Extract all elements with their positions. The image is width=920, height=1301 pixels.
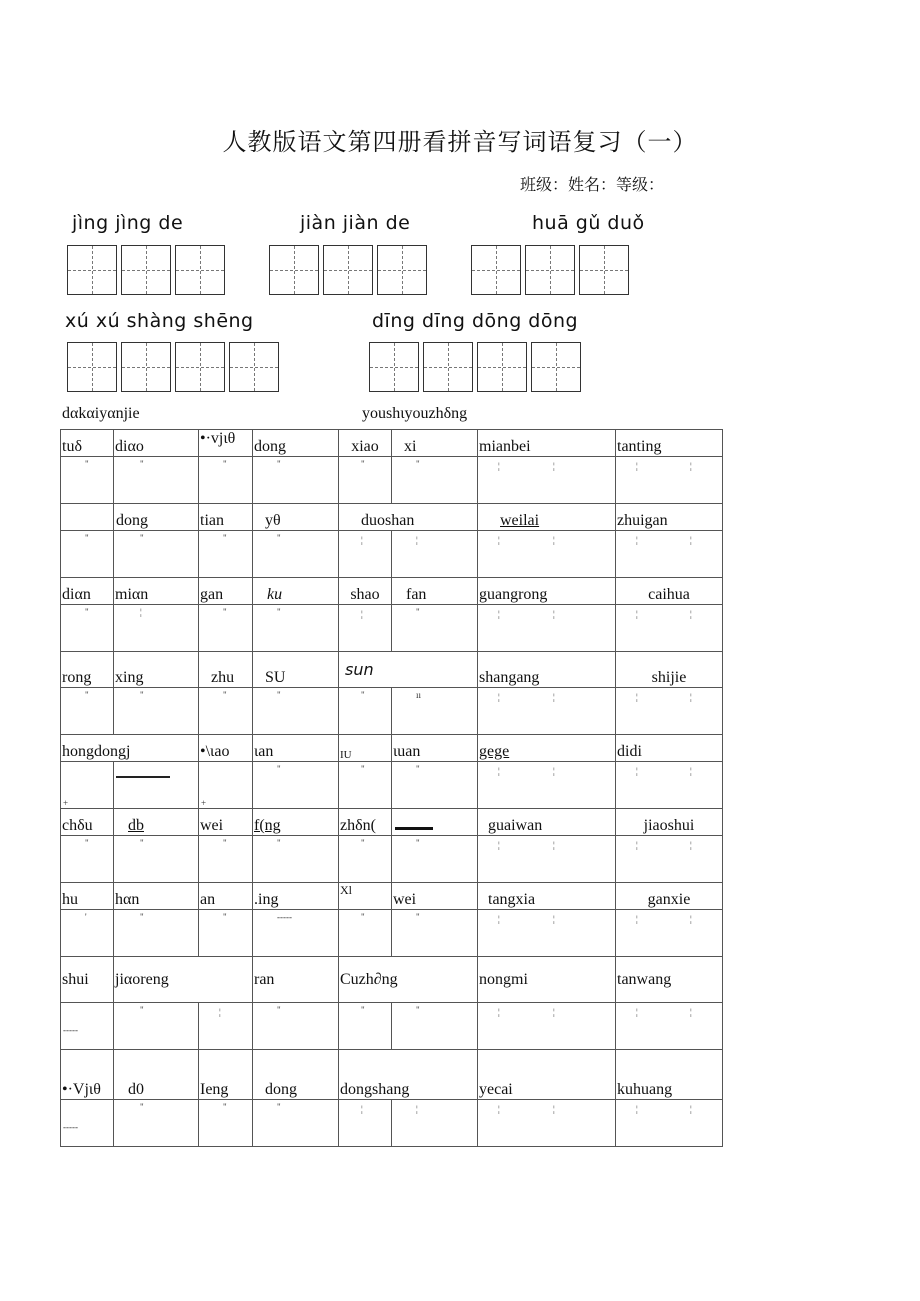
writing-cell[interactable] xyxy=(175,342,225,392)
answer-cell[interactable] xyxy=(478,1100,616,1147)
answer-mark: ¦ xyxy=(361,535,363,545)
answer-mark: " xyxy=(277,764,281,774)
writing-cell[interactable] xyxy=(579,245,629,295)
answer-cell[interactable] xyxy=(253,688,339,735)
answer-cell[interactable] xyxy=(253,910,339,957)
answer-mark: ¦ xyxy=(636,535,638,545)
writing-cell[interactable] xyxy=(423,342,473,392)
answer-cell[interactable] xyxy=(392,1003,478,1050)
writing-cell[interactable] xyxy=(369,342,419,392)
pinyin-label-5: dīng dīng dōng dōng xyxy=(372,310,579,332)
answer-mark: " xyxy=(223,1102,227,1112)
pinyin-cell: tian xyxy=(199,504,253,531)
pinyin-cell: gege xyxy=(478,735,616,762)
answer-cell[interactable] xyxy=(478,688,616,735)
pinyin-label-2: jiàn jiàn de xyxy=(300,212,411,234)
answer-mark: ¦ xyxy=(553,840,555,850)
table-row xyxy=(61,578,723,605)
writing-cell[interactable] xyxy=(121,342,171,392)
pinyin-cell: dong xyxy=(253,430,339,457)
pinyin-cell: caihua xyxy=(616,578,723,605)
answer-cell[interactable] xyxy=(478,910,616,957)
answer-cell[interactable] xyxy=(339,605,392,652)
answer-mark: ¦ xyxy=(636,766,638,776)
answer-cell[interactable] xyxy=(339,910,392,957)
answer-mark: ¦ xyxy=(636,914,638,924)
answer-cell[interactable] xyxy=(616,1100,723,1147)
answer-cell[interactable] xyxy=(616,836,723,883)
answer-mark: " xyxy=(140,1102,144,1112)
pinyin-cell: hongdongj xyxy=(61,735,199,762)
answer-mark: ¦ xyxy=(636,609,638,619)
answer-mark: ¦ xyxy=(498,692,500,702)
answer-mark: " xyxy=(140,912,144,922)
writing-cell[interactable] xyxy=(531,342,581,392)
pinyin-cell: shangang xyxy=(478,652,616,688)
pinyin-cell: mianbei xyxy=(478,430,616,457)
answer-mark: ----- xyxy=(63,1122,78,1132)
pinyin-cell: dong xyxy=(253,1050,339,1100)
answer-mark: ¦ xyxy=(553,1104,555,1114)
answer-cell[interactable] xyxy=(199,1003,253,1050)
answer-mark: ¦ xyxy=(690,461,692,471)
answer-row xyxy=(61,836,723,883)
writing-cell[interactable] xyxy=(377,245,427,295)
answer-row xyxy=(61,1100,723,1147)
pinyin-cell: zhδn( xyxy=(339,809,392,836)
pinyin-cell: xiao xyxy=(339,430,392,457)
answer-mark: " xyxy=(277,690,281,700)
answer-mark: ¦ xyxy=(636,692,638,702)
answer-cell[interactable] xyxy=(61,1003,114,1050)
answer-mark: " xyxy=(361,459,365,469)
answer-mark: ¦ xyxy=(498,1007,500,1017)
pinyin-cell: shijie xyxy=(616,652,723,688)
pinyin-cell: sun xyxy=(339,652,478,688)
writing-cell[interactable] xyxy=(229,342,279,392)
answer-cell[interactable] xyxy=(114,910,199,957)
pinyin-cell: d0 xyxy=(114,1050,199,1100)
table-row xyxy=(61,735,723,762)
answer-cell[interactable] xyxy=(253,1003,339,1050)
answer-mark: ' xyxy=(85,912,87,922)
writing-cell[interactable] xyxy=(67,245,117,295)
answer-mark: " xyxy=(140,838,144,848)
answer-mark: + xyxy=(63,798,69,808)
answer-mark: ¦ xyxy=(553,914,555,924)
pinyin-cell: rong xyxy=(61,652,114,688)
answer-mark: " xyxy=(277,533,281,543)
table-row xyxy=(61,652,723,688)
answer-cell[interactable] xyxy=(339,1100,392,1147)
answer-mark: ¦ xyxy=(690,535,692,545)
answer-mark: ¦ xyxy=(498,609,500,619)
pinyin-cell: jiαoreng xyxy=(114,957,253,1003)
pinyin-cell: an xyxy=(199,883,253,910)
answer-cell[interactable] xyxy=(478,605,616,652)
answer-cell[interactable] xyxy=(478,457,616,504)
pinyin-cell xyxy=(61,504,114,531)
answer-cell[interactable] xyxy=(199,1100,253,1147)
answer-mark: " xyxy=(361,912,365,922)
pinyin-cell: guangrong xyxy=(478,578,616,605)
answer-cell[interactable] xyxy=(478,1003,616,1050)
pinyin-cell: dongshang xyxy=(339,1050,478,1100)
answer-cell[interactable] xyxy=(478,531,616,578)
answer-cell[interactable] xyxy=(616,457,723,504)
pinyin-cell: tanwang xyxy=(616,957,723,1003)
answer-cell[interactable] xyxy=(339,1003,392,1050)
answer-cell[interactable] xyxy=(61,762,114,809)
writing-grid-row-2 xyxy=(67,342,581,392)
pinyin-cell: ku xyxy=(253,578,339,605)
answer-mark: " xyxy=(140,459,144,469)
answer-mark: ¦ xyxy=(416,1104,418,1114)
answer-mark: ¦ xyxy=(498,535,500,545)
table-row xyxy=(61,430,723,457)
answer-cell[interactable] xyxy=(253,1100,339,1147)
answer-cell[interactable] xyxy=(392,762,478,809)
answer-mark: ¦ xyxy=(553,766,555,776)
answer-cell[interactable] xyxy=(114,1100,199,1147)
writing-cell[interactable] xyxy=(525,245,575,295)
answer-mark: " xyxy=(416,607,420,617)
answer-cell[interactable] xyxy=(199,605,253,652)
pinyin-cell: fan xyxy=(392,578,478,605)
answer-cell[interactable] xyxy=(392,688,478,735)
answer-mark: " xyxy=(416,459,420,469)
answer-mark: ----- xyxy=(277,912,292,922)
answer-mark: + xyxy=(201,798,207,808)
answer-mark-line xyxy=(116,776,170,778)
answer-mark: " xyxy=(416,1005,420,1015)
answer-row xyxy=(61,531,723,578)
answer-row xyxy=(61,910,723,957)
answer-cell[interactable] xyxy=(114,531,199,578)
pinyin-cell: ganxie xyxy=(616,883,723,910)
answer-mark: " xyxy=(85,690,89,700)
pinyin-cell: f(ng xyxy=(253,809,339,836)
answer-cell[interactable] xyxy=(61,688,114,735)
answer-mark: " xyxy=(277,838,281,848)
answer-cell[interactable] xyxy=(61,836,114,883)
pinyin-label-3: huā gǔ duǒ xyxy=(532,212,645,234)
answer-mark: " xyxy=(223,838,227,848)
answer-mark: ¦ xyxy=(416,535,418,545)
answer-mark: ¦ xyxy=(690,914,692,924)
pinyin-cell: nongmi xyxy=(478,957,616,1003)
pinyin-cell: tangxia xyxy=(478,883,616,910)
answer-cell[interactable] xyxy=(616,762,723,809)
answer-cell[interactable] xyxy=(61,910,114,957)
answer-mark: ¦ xyxy=(636,1007,638,1017)
answer-cell[interactable] xyxy=(253,836,339,883)
answer-mark: " xyxy=(223,459,227,469)
answer-cell[interactable] xyxy=(478,836,616,883)
answer-mark: ¦ xyxy=(361,609,363,619)
pinyin-label-1: jìng jìng de xyxy=(72,212,184,234)
sub-label-left: dαkαiyαnjie xyxy=(62,405,140,422)
sub-label-right: youshιyouzhδng xyxy=(362,405,468,422)
answer-cell[interactable] xyxy=(199,762,253,809)
answer-cell[interactable] xyxy=(339,762,392,809)
table-row xyxy=(61,1050,723,1100)
pinyin-cell: IU xyxy=(339,735,392,762)
answer-mark: ¦ xyxy=(219,1007,221,1017)
answer-cell[interactable] xyxy=(616,910,723,957)
pinyin-cell: yθ xyxy=(253,504,339,531)
answer-mark: " xyxy=(223,912,227,922)
answer-cell[interactable] xyxy=(616,531,723,578)
answer-mark: ¦ xyxy=(553,692,555,702)
answer-mark: " xyxy=(85,607,89,617)
writing-cell[interactable] xyxy=(477,342,527,392)
answer-row xyxy=(61,457,723,504)
answer-mark: ¦ xyxy=(553,1007,555,1017)
answer-cell[interactable] xyxy=(392,457,478,504)
answer-cell[interactable] xyxy=(478,762,616,809)
answer-mark: " xyxy=(85,838,89,848)
pinyin-cell: didi xyxy=(616,735,723,762)
answer-mark: " xyxy=(223,690,227,700)
answer-cell[interactable] xyxy=(616,1003,723,1050)
pinyin-cell: Ieng xyxy=(199,1050,253,1100)
answer-mark: ¦ xyxy=(636,1104,638,1114)
answer-mark: " xyxy=(85,533,89,543)
pinyin-cell: •·Vjιθ xyxy=(61,1050,114,1100)
pinyin-cell: shui xyxy=(61,957,114,1003)
answer-cell[interactable] xyxy=(339,531,392,578)
answer-mark: " xyxy=(416,912,420,922)
answer-mark: " xyxy=(361,764,365,774)
writing-cell[interactable] xyxy=(67,342,117,392)
answer-cell[interactable] xyxy=(114,688,199,735)
answer-row xyxy=(61,688,723,735)
answer-mark: " xyxy=(85,459,89,469)
answer-cell[interactable] xyxy=(392,531,478,578)
answer-mark: ----- xyxy=(63,1025,78,1035)
pinyin-cell: yecai xyxy=(478,1050,616,1100)
answer-mark: " xyxy=(361,838,365,848)
answer-cell[interactable] xyxy=(114,836,199,883)
answer-cell[interactable] xyxy=(339,688,392,735)
pinyin-cell: SU xyxy=(253,652,339,688)
table-row xyxy=(61,957,723,1003)
answer-cell[interactable] xyxy=(199,457,253,504)
answer-cell[interactable] xyxy=(199,910,253,957)
pinyin-cell: kuhuang xyxy=(616,1050,723,1100)
answer-mark: " xyxy=(416,764,420,774)
answer-cell[interactable] xyxy=(253,762,339,809)
writing-cell[interactable] xyxy=(269,245,319,295)
pinyin-cell: •\ιao xyxy=(199,735,253,762)
answer-mark: ¦ xyxy=(498,461,500,471)
answer-cell[interactable] xyxy=(339,457,392,504)
answer-mark: " xyxy=(223,533,227,543)
answer-cell[interactable] xyxy=(616,688,723,735)
answer-mark: ¦ xyxy=(690,609,692,619)
writing-cell[interactable] xyxy=(121,245,171,295)
answer-mark: " xyxy=(277,1102,281,1112)
answer-mark: " xyxy=(361,1005,365,1015)
answer-cell[interactable] xyxy=(114,457,199,504)
pinyin-cell: tanting xyxy=(616,430,723,457)
table-row xyxy=(61,883,723,910)
pinyin-label-4: xú xú shàng shēng xyxy=(65,310,254,332)
pinyin-cell: duoshan xyxy=(339,504,478,531)
answer-mark: ¦ xyxy=(690,692,692,702)
pinyin-cell: gan xyxy=(199,578,253,605)
answer-cell[interactable] xyxy=(392,605,478,652)
table-row xyxy=(61,809,723,836)
pinyin-cell: ιan xyxy=(253,735,339,762)
pinyin-cell: ιuan xyxy=(392,735,478,762)
answer-cell[interactable] xyxy=(253,531,339,578)
answer-mark: " xyxy=(416,838,420,848)
pinyin-cell: miαn xyxy=(114,578,199,605)
pinyin-cell: zhu xyxy=(199,652,253,688)
answer-cell[interactable] xyxy=(199,531,253,578)
pinyin-cell: wei xyxy=(392,883,478,910)
answer-mark: " xyxy=(223,607,227,617)
answer-cell[interactable] xyxy=(61,605,114,652)
pinyin-cell: •·vjιθ xyxy=(199,430,253,457)
answer-cell[interactable] xyxy=(61,457,114,504)
answer-mark: " xyxy=(140,1005,144,1015)
pinyin-cell: db xyxy=(114,809,199,836)
pinyin-cell: jiaoshui xyxy=(616,809,723,836)
answer-mark: ¦ xyxy=(553,535,555,545)
writing-cell[interactable] xyxy=(323,245,373,295)
answer-row xyxy=(61,605,723,652)
table-row xyxy=(61,504,723,531)
answer-mark: ¦ xyxy=(690,1007,692,1017)
writing-grid-row-1 xyxy=(67,245,629,295)
class-name-grade-line: 班级：姓名：等级： xyxy=(520,177,665,194)
pinyin-cell: xi xyxy=(392,430,478,457)
answer-mark: ¦ xyxy=(553,609,555,619)
pinyin-cell: chδu xyxy=(61,809,114,836)
answer-cell[interactable] xyxy=(253,605,339,652)
answer-row xyxy=(61,762,723,809)
answer-mark: " xyxy=(140,690,144,700)
answer-mark: ¦ xyxy=(498,1104,500,1114)
answer-mark: ¦ xyxy=(361,1104,363,1114)
answer-mark: ¦ xyxy=(498,766,500,776)
answer-mark: " xyxy=(277,607,281,617)
answer-mark: ¦ xyxy=(690,1104,692,1114)
pinyin-cell: weilai xyxy=(478,504,616,531)
answer-mark: ¦ xyxy=(498,840,500,850)
pinyin-cell: guaiwan xyxy=(478,809,616,836)
pinyin-cell: diαo xyxy=(114,430,199,457)
answer-cell[interactable] xyxy=(114,1003,199,1050)
pinyin-cell: diαn xyxy=(61,578,114,605)
answer-cell[interactable] xyxy=(199,836,253,883)
pinyin-cell: Cuzh∂ng xyxy=(339,957,478,1003)
page-title: 人教版语文第四册看拼音写词语复习（一） xyxy=(222,130,698,156)
writing-cell[interactable] xyxy=(471,245,521,295)
answer-mark: " xyxy=(140,533,144,543)
answer-cell[interactable] xyxy=(61,531,114,578)
answer-mark: ıı xyxy=(416,690,422,700)
pinyin-cell: Xl xyxy=(339,883,392,910)
answer-mark: ¦ xyxy=(690,766,692,776)
answer-cell[interactable] xyxy=(114,605,199,652)
answer-cell[interactable] xyxy=(114,762,199,809)
pinyin-cell: xing xyxy=(114,652,199,688)
answer-cell[interactable] xyxy=(339,836,392,883)
pinyin-cell xyxy=(392,809,478,836)
pinyin-cell: dong xyxy=(114,504,199,531)
pinyin-cell: hu xyxy=(61,883,114,910)
pinyin-cell: hαn xyxy=(114,883,199,910)
answer-mark: " xyxy=(277,459,281,469)
pinyin-cell: .ing xyxy=(253,883,339,910)
pinyin-cell: zhuigan xyxy=(616,504,723,531)
answer-cell[interactable] xyxy=(199,688,253,735)
answer-mark: ¦ xyxy=(636,840,638,850)
pinyin-cell: wei xyxy=(199,809,253,836)
answer-mark: ¦ xyxy=(553,461,555,471)
answer-cell[interactable] xyxy=(616,605,723,652)
pinyin-word-table xyxy=(60,429,723,1147)
answer-mark: ¦ xyxy=(690,840,692,850)
pinyin-cell: tuδ xyxy=(61,430,114,457)
answer-mark: " xyxy=(277,1005,281,1015)
answer-mark: ¦ xyxy=(140,607,142,617)
writing-cell[interactable] xyxy=(175,245,225,295)
answer-cell[interactable] xyxy=(392,1100,478,1147)
answer-cell[interactable] xyxy=(253,457,339,504)
answer-cell[interactable] xyxy=(392,836,478,883)
answer-cell[interactable] xyxy=(61,1100,114,1147)
answer-cell[interactable] xyxy=(392,910,478,957)
answer-row xyxy=(61,1003,723,1050)
answer-mark: ¦ xyxy=(498,914,500,924)
pinyin-cell: ran xyxy=(253,957,339,1003)
answer-mark: " xyxy=(361,690,365,700)
pinyin-cell: shao xyxy=(339,578,392,605)
answer-mark: ¦ xyxy=(636,461,638,471)
